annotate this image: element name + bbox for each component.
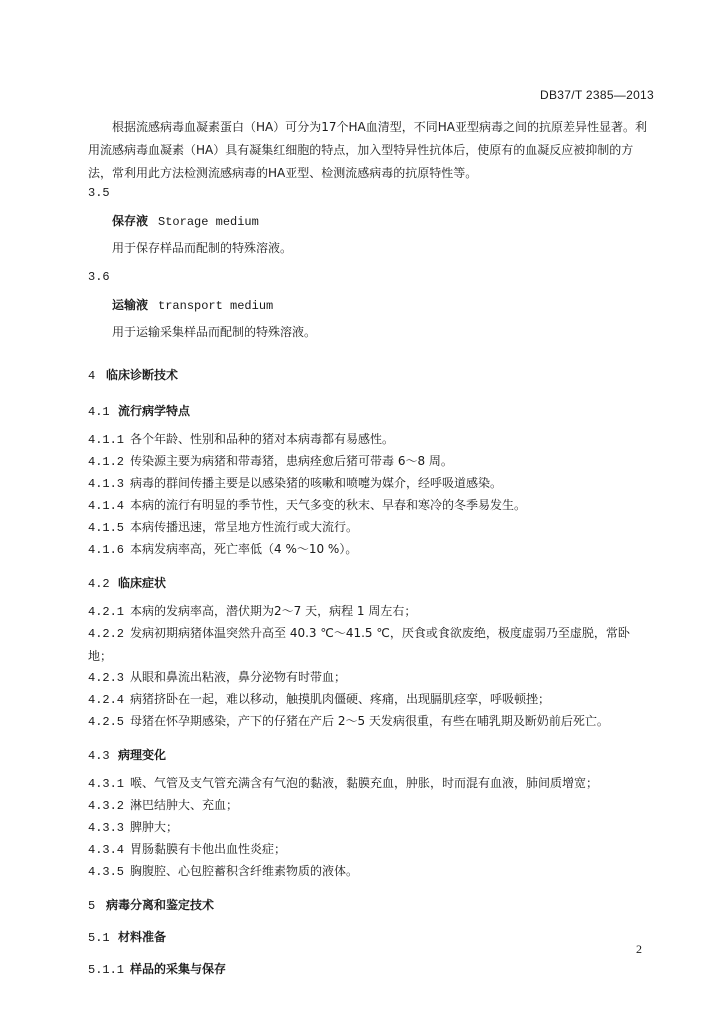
clause-number: 4.1.6	[88, 543, 125, 557]
section-4-title: 临床诊断技术	[106, 368, 179, 382]
section-4-3-number: 4.3	[88, 749, 110, 763]
clause-number: 4.3.5	[88, 865, 125, 879]
clause-number: 4.2.4	[88, 693, 125, 707]
page-number: 2	[636, 942, 642, 956]
clause-text: 病毒的群间传播主要是以感染猪的咳嗽和喷嚏为媒介，经呼吸道感染。	[130, 476, 503, 490]
clause-number: 4.1.1	[88, 433, 125, 447]
term-number-3-5: 3.5	[88, 186, 110, 200]
clause-text: 母猪在怀孕期感染，产下的仔猪在产后 2～5 天发病很重，有些在哺乳期及断奶前后死亡。	[130, 714, 609, 728]
clause-number: 4.2.2	[88, 627, 125, 641]
section-5-1-1-title: 样品的采集与保存	[130, 962, 227, 976]
intro-line-3: 法，常利用此方法检测流感病毒的HA亚型、检测流感病毒的抗原特性等。	[88, 166, 478, 180]
clause-text: 本病传播迅速，常呈地方性流行或大流行。	[130, 520, 359, 534]
clause-text: 传染源主要为病猪和带毒猪，患病痊愈后猪可带毒 6～8 周。	[130, 454, 453, 468]
clause-continuation: 地；	[88, 649, 113, 663]
term-3-6-definition: 用于运输采集样品而配制的特殊溶液。	[112, 325, 317, 339]
section-4-3-title: 病理变化	[118, 748, 167, 762]
term-number-3-6: 3.6	[88, 270, 110, 284]
section-4-1-heading	[88, 402, 190, 419]
section-5-1-1-heading	[88, 960, 226, 977]
term-3-6	[112, 296, 273, 313]
intro-line-1: 根据流感病毒血凝素蛋白（HA）可分为17个HA血清型，不同HA亚型病毒之间的抗原差异性显著。利	[112, 120, 647, 134]
section-5-1-number: 5.1	[88, 931, 110, 945]
clause-number: 4.3.4	[88, 843, 125, 857]
term-3-5	[112, 212, 259, 229]
clause-4-3-5	[88, 860, 658, 883]
standard-number: DB37/T 2385—2013	[540, 88, 654, 102]
clause-text: 胸腹腔、心包腔蓄积含纤维素物质的液体。	[130, 864, 359, 878]
clause-4-1-1	[88, 428, 658, 451]
clause-4-1-3	[88, 472, 658, 495]
clause-text: 各个年龄、性别和品种的猪对本病毒都有易感性。	[130, 432, 395, 446]
section-4-1-title: 流行病学特点	[118, 404, 191, 418]
clause-4-3-2	[88, 794, 658, 817]
clause-4-1-5	[88, 516, 658, 539]
clause-4-2-5	[88, 710, 658, 733]
clause-number: 4.1.4	[88, 499, 125, 513]
term-3-6-en: transport medium	[158, 299, 274, 313]
section-5-heading	[88, 896, 214, 913]
section-4-2-heading	[88, 574, 166, 591]
clause-4-1-4	[88, 494, 658, 517]
clause-number: 4.1.2	[88, 455, 125, 469]
clause-text: 喉、气管及支气管充满含有气泡的黏液，黏膜充血，肿胀，时而混有血液，肺间质增宽；	[130, 776, 599, 790]
intro-line-2: 用流感病毒血凝素（HA）具有凝集红细胞的特点，加入型特异性抗体后，使原有的血凝反应被抑制的方	[88, 143, 634, 157]
clause-4-3-3	[88, 816, 658, 839]
term-3-5-definition: 用于保存样品而配制的特殊溶液。	[112, 241, 293, 255]
clause-text: 脾肿大；	[130, 820, 179, 834]
clause-number: 4.3.2	[88, 799, 125, 813]
clause-text: 本病的流行有明显的季节性，天气多变的秋末、早春和寒冷的冬季易发生。	[130, 498, 527, 512]
clause-4-3-1	[88, 772, 658, 795]
section-5-1-heading	[88, 928, 166, 945]
section-5-number: 5	[88, 899, 96, 913]
clause-text: 发病初期病猪体温突然升高至 40.3 ℃～41.5 ℃，厌食或食欲废绝，极度虚弱乃至虚脱，常卧	[130, 626, 630, 640]
clause-number: 4.3.1	[88, 777, 125, 791]
section-4-3-heading	[88, 746, 166, 763]
clause-number: 4.1.3	[88, 477, 125, 491]
clause-number: 4.2.5	[88, 715, 125, 729]
clause-4-2-1	[88, 600, 658, 623]
clause-number: 4.3.3	[88, 821, 125, 835]
section-5-1-title: 材料准备	[118, 930, 167, 944]
clause-4-1-6	[88, 538, 658, 561]
clause-text: 本病的发病率高，潜伏期为2～7 天，病程 1 周左右；	[130, 604, 417, 618]
section-4-2-title: 临床症状	[118, 576, 167, 590]
clause-4-1-2	[88, 450, 658, 473]
clause-text: 胃肠黏膜有卡他出血性炎症；	[130, 842, 287, 856]
clause-number: 4.2.3	[88, 671, 125, 685]
section-4-heading	[88, 366, 178, 383]
term-3-6-zh: 运输液	[112, 298, 149, 312]
section-4-2-number: 4.2	[88, 577, 110, 591]
section-4-number: 4	[88, 369, 96, 383]
term-3-5-zh: 保存液	[112, 214, 149, 228]
clause-text: 病猪挤卧在一起，难以移动，触摸肌肉僵硬、疼痛，出现膈肌痉挛，呼吸顿挫；	[130, 692, 551, 706]
section-5-1-1-number: 5.1.1	[88, 963, 125, 977]
clause-text: 淋巴结肿大、充血；	[130, 798, 239, 812]
clause-number: 4.1.5	[88, 521, 125, 535]
term-3-5-en: Storage medium	[158, 215, 259, 229]
clause-4-2-3	[88, 666, 658, 689]
section-4-1-number: 4.1	[88, 405, 110, 419]
clause-4-2-2	[88, 622, 658, 667]
clause-text: 本病发病率高，死亡率低（4 %～10 %）。	[130, 542, 358, 556]
clause-4-3-4	[88, 838, 658, 861]
intro-paragraph	[88, 116, 658, 185]
clause-number: 4.2.1	[88, 605, 125, 619]
clause-text: 从眼和鼻流出粘液，鼻分泌物有时带血；	[130, 670, 347, 684]
clause-4-2-4	[88, 688, 658, 711]
section-5-title: 病毒分离和鉴定技术	[106, 898, 215, 912]
